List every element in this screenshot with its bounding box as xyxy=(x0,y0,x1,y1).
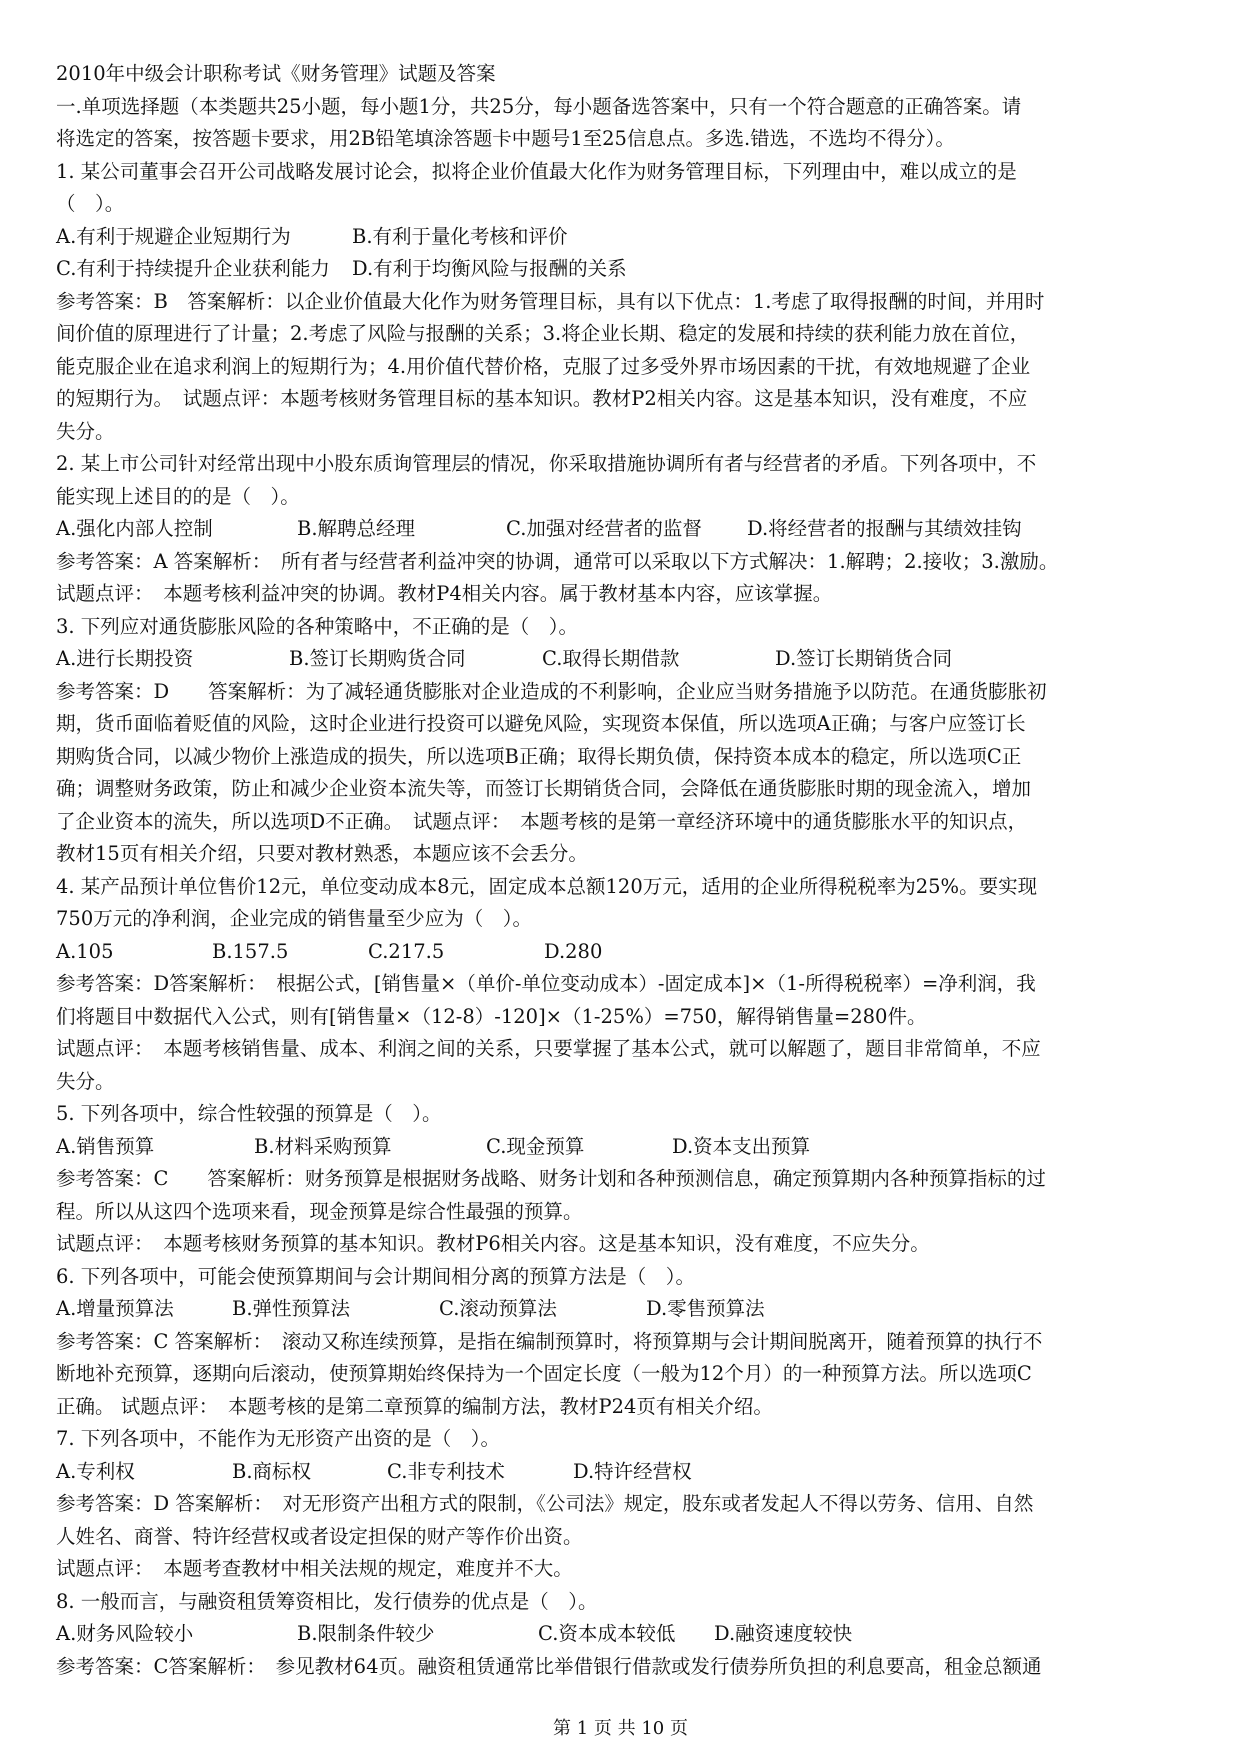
question-stem: 能实现上述目的的是（ ）。 xyxy=(56,484,300,508)
question-stem: 1. 某公司董事会召开公司战略发展讨论会，拟将企业价值最大化作为财务管理目标，下列理由中，难以成立的是 xyxy=(56,159,1017,183)
option-c: C.非专利技术 xyxy=(387,1459,505,1483)
option-a: A.105 xyxy=(56,939,114,963)
question-6 xyxy=(56,1261,1180,1424)
answer-text: 们将题目中数据代入公式，则有[销售量×（12-8）-120]×（1-25%）=750，解得销售量=280件。 xyxy=(56,1004,927,1028)
answer-text: 的短期行为。 试题点评：本题考核财务管理目标的基本知识。教材P2相关内容。这是基本知识，没有难度，不应 xyxy=(56,387,1028,410)
answer-text: 参考答案：C 答案解析： 滚动又称连续预算，是指在编制预算时，将预算期与会计期间脱离开，随着预算的执行不 xyxy=(56,1329,1043,1353)
question-1 xyxy=(56,156,1180,449)
option-d: D.融资速度较快 xyxy=(714,1622,853,1645)
option-a: A.强化内部人控制 xyxy=(56,517,213,540)
answer-text: 参考答案：A 答案解析： 所有者与经营者利益冲突的协调，通常可以采取以下方式解决：1.解聘；2.接收；3.激励。 xyxy=(56,549,1059,573)
answer-text: 正确。 试题点评： 本题考核的是第二章预算的编制方法，教材P24页有相关介绍。 xyxy=(56,1394,773,1418)
answer-text: 参考答案：C答案解析： 参见教材64页。融资租赁通常比举借银行借款或发行债券所负担的利息要高，租金总额通 xyxy=(56,1654,1042,1678)
answer-text: 断地补充预算，逐期向后滚动，使预算期始终保持为一个固定长度（一般为12个月）的一种预算方法。所以选项C xyxy=(56,1362,1032,1385)
answer-text: 试题点评： 本题考查教材中相关法规的规定，难度并不大。 xyxy=(56,1557,573,1580)
question-8 xyxy=(56,1586,1180,1684)
answer-text: 参考答案：D答案解析： 根据公式，[销售量×（单价-单位变动成本）-固定成本]×（1-所得税税率）=净利润，我 xyxy=(56,972,1036,995)
options-row xyxy=(56,1618,1180,1651)
option-d: D.特许经营权 xyxy=(573,1459,692,1483)
question-stem: 4. 某产品预计单位售价12元，单位变动成本8元，固定成本总额120万元，适用的企业所得税税率为25%。要实现 xyxy=(56,874,1038,898)
answer-text: 试题点评： 本题考核财务预算的基本知识。教材P6相关内容。这是基本知识，没有难度，不应失分。 xyxy=(56,1232,930,1255)
option-d: D.将经营者的报酬与其绩效挂钩 xyxy=(747,517,1022,540)
document-body xyxy=(56,58,1180,1683)
option-c: C.加强对经营者的监督 xyxy=(506,517,702,540)
option-c: C.取得长期借款 xyxy=(542,647,680,670)
option-b: B.157.5 xyxy=(212,939,289,963)
options-row xyxy=(56,221,1180,254)
option-c: C.217.5 xyxy=(368,939,445,963)
question-3 xyxy=(56,611,1180,871)
question-stem: 750万元的净利润，企业完成的销售量至少应为（ ）。 xyxy=(56,907,532,930)
answer-text: 参考答案：D 答案解析： 对无形资产出租方式的限制，《公司法》规定，股东或者发起人不得以劳务、信用、自然 xyxy=(56,1492,1034,1515)
options-row xyxy=(56,1131,1180,1164)
option-c: C.资本成本较低 xyxy=(538,1622,676,1645)
option-a: A.有利于规避企业短期行为 xyxy=(56,224,291,248)
option-a: A.销售预算 xyxy=(56,1134,155,1158)
answer-text: 期购货合同，以减少物价上涨造成的损失，所以选项B正确；取得长期负债，保持资本成本的稳定，所以选项C正 xyxy=(56,744,1022,768)
options-row xyxy=(56,253,1180,286)
option-a: A.专利权 xyxy=(56,1459,135,1483)
options-row xyxy=(56,1456,1180,1489)
answer-text: 试题点评： 本题考核利益冲突的协调。教材P4相关内容。属于教材基本内容，应该掌握。 xyxy=(56,582,833,605)
answer-text: 试题点评： 本题考核销售量、成本、利润之间的关系，只要掌握了基本公式，就可以解题了，题目非常简单，不应 xyxy=(56,1037,1041,1060)
option-d: D.有利于均衡风险与报酬的关系 xyxy=(352,257,627,280)
answer-text: 参考答案：D 答案解析：为了减轻通货膨胀对企业造成的不利影响，企业应当财务措施予以防范。在通货膨胀初 xyxy=(56,679,1047,703)
option-b: B.解聘总经理 xyxy=(297,517,416,540)
document-title: 2010年中级会计职称考试《财务管理》试题及答案 xyxy=(56,62,496,85)
question-stem: 6. 下列各项中，可能会使预算期间与会计期间相分离的预算方法是（ ）。 xyxy=(56,1264,696,1288)
answer-text: 了企业资本的流失，所以选项D不正确。 试题点评： 本题考核的是第一章经济环境中的通货膨胀水平的知识点， xyxy=(56,809,1028,833)
question-7 xyxy=(56,1423,1180,1586)
option-d: D.零售预算法 xyxy=(646,1297,765,1320)
option-a: A.进行长期投资 xyxy=(56,647,194,670)
answer-text: 期，货币面临着贬值的风险，这时企业进行投资可以避免风险，实现资本保值，所以选项A正确；与客户应签订长 xyxy=(56,712,1026,735)
question-4 xyxy=(56,871,1180,1099)
answer-text: 程。所以从这四个选项来看，现金预算是综合性最强的预算。 xyxy=(56,1199,583,1223)
section-heading: 一.单项选择题（本类题共25小题，每小题1分，共25分，每小题备选答案中，只有一个符合题意的正确答案。请 xyxy=(56,94,1022,118)
option-b: B.弹性预算法 xyxy=(232,1297,351,1320)
option-b: B.有利于量化考核和评价 xyxy=(352,224,568,248)
options-row xyxy=(56,1293,1180,1326)
question-stem: 5. 下列各项中，综合性较强的预算是（ ）。 xyxy=(56,1102,442,1125)
answer-text: 参考答案：B 答案解析：以企业价值最大化作为财务管理目标，具有以下优点：1.考虑了取得报酬的时间，并用时 xyxy=(56,289,1045,313)
answer-text: 能克服企业在追求利润上的短期行为；4.用价值代替价格，克服了过多受外界市场因素的干扰，有效地规避了企业 xyxy=(56,354,1031,378)
question-stem: 2. 某上市公司针对经常出现中小股东质询管理层的情况，你采取措施协调所有者与经营者的矛盾。下列各项中，不 xyxy=(56,452,1037,475)
answer-text: 人姓名、商誉、特许经营权或者设定担保的财产等作价出资。 xyxy=(56,1524,583,1548)
option-b: B.限制条件较少 xyxy=(297,1622,435,1645)
option-c: C.有利于持续提升企业获利能力 xyxy=(56,257,330,280)
option-c: C.滚动预算法 xyxy=(439,1297,557,1320)
option-b: B.签订长期购货合同 xyxy=(289,647,466,670)
option-c: C.现金预算 xyxy=(486,1134,585,1158)
question-stem: 8. 一般而言，与融资租赁筹资相比，发行债券的优点是（ ）。 xyxy=(56,1589,598,1613)
question-stem: 3. 下列应对通货膨胀风险的各种策略中，不正确的是（ ）。 xyxy=(56,614,579,638)
option-d: D.280 xyxy=(544,939,603,963)
answer-text: 失分。 xyxy=(56,419,115,443)
option-b: B.商标权 xyxy=(232,1459,312,1483)
options-row xyxy=(56,513,1180,546)
question-stem: 7. 下列各项中，不能作为无形资产出资的是（ ）。 xyxy=(56,1427,501,1450)
option-a: A.增量预算法 xyxy=(56,1297,174,1320)
options-row xyxy=(56,936,1180,969)
section-heading-cont: 将选定的答案，按答题卡要求，用2B铅笔填涂答题卡中题号1至25信息点。多选.错选，不选均不得分）。 xyxy=(56,127,955,150)
question-5 xyxy=(56,1098,1180,1261)
option-d: D.签订长期销货合同 xyxy=(775,647,953,670)
answer-text: 参考答案：C 答案解析：财务预算是根据财务战略、财务计划和各种预测信息，确定预算期内各种预算指标的过 xyxy=(56,1167,1046,1190)
answer-text: 确；调整财务政策，防止和减少企业资本流失等，而签订长期销货合同，会降低在通货膨胀时期的现金流入，增加 xyxy=(56,777,1032,800)
question-stem: （ ）。 xyxy=(56,192,125,215)
options-row xyxy=(56,643,1180,676)
answer-text: 教材15页有相关介绍，只要对教材熟悉，本题应该不会丢分。 xyxy=(56,842,588,865)
answer-text: 间价值的原理进行了计量；2.考虑了风险与报酬的关系；3.将企业长期、稳定的发展和持续的获利能力放在首位， xyxy=(56,322,1030,345)
answer-text: 失分。 xyxy=(56,1069,115,1093)
option-a: A.财务风险较小 xyxy=(56,1622,194,1645)
question-2 xyxy=(56,448,1180,611)
option-d: D.资本支出预算 xyxy=(672,1134,811,1158)
option-b: B.材料采购预算 xyxy=(254,1134,392,1158)
page-footer: 第 1 页 共 10 页 xyxy=(553,1718,688,1739)
